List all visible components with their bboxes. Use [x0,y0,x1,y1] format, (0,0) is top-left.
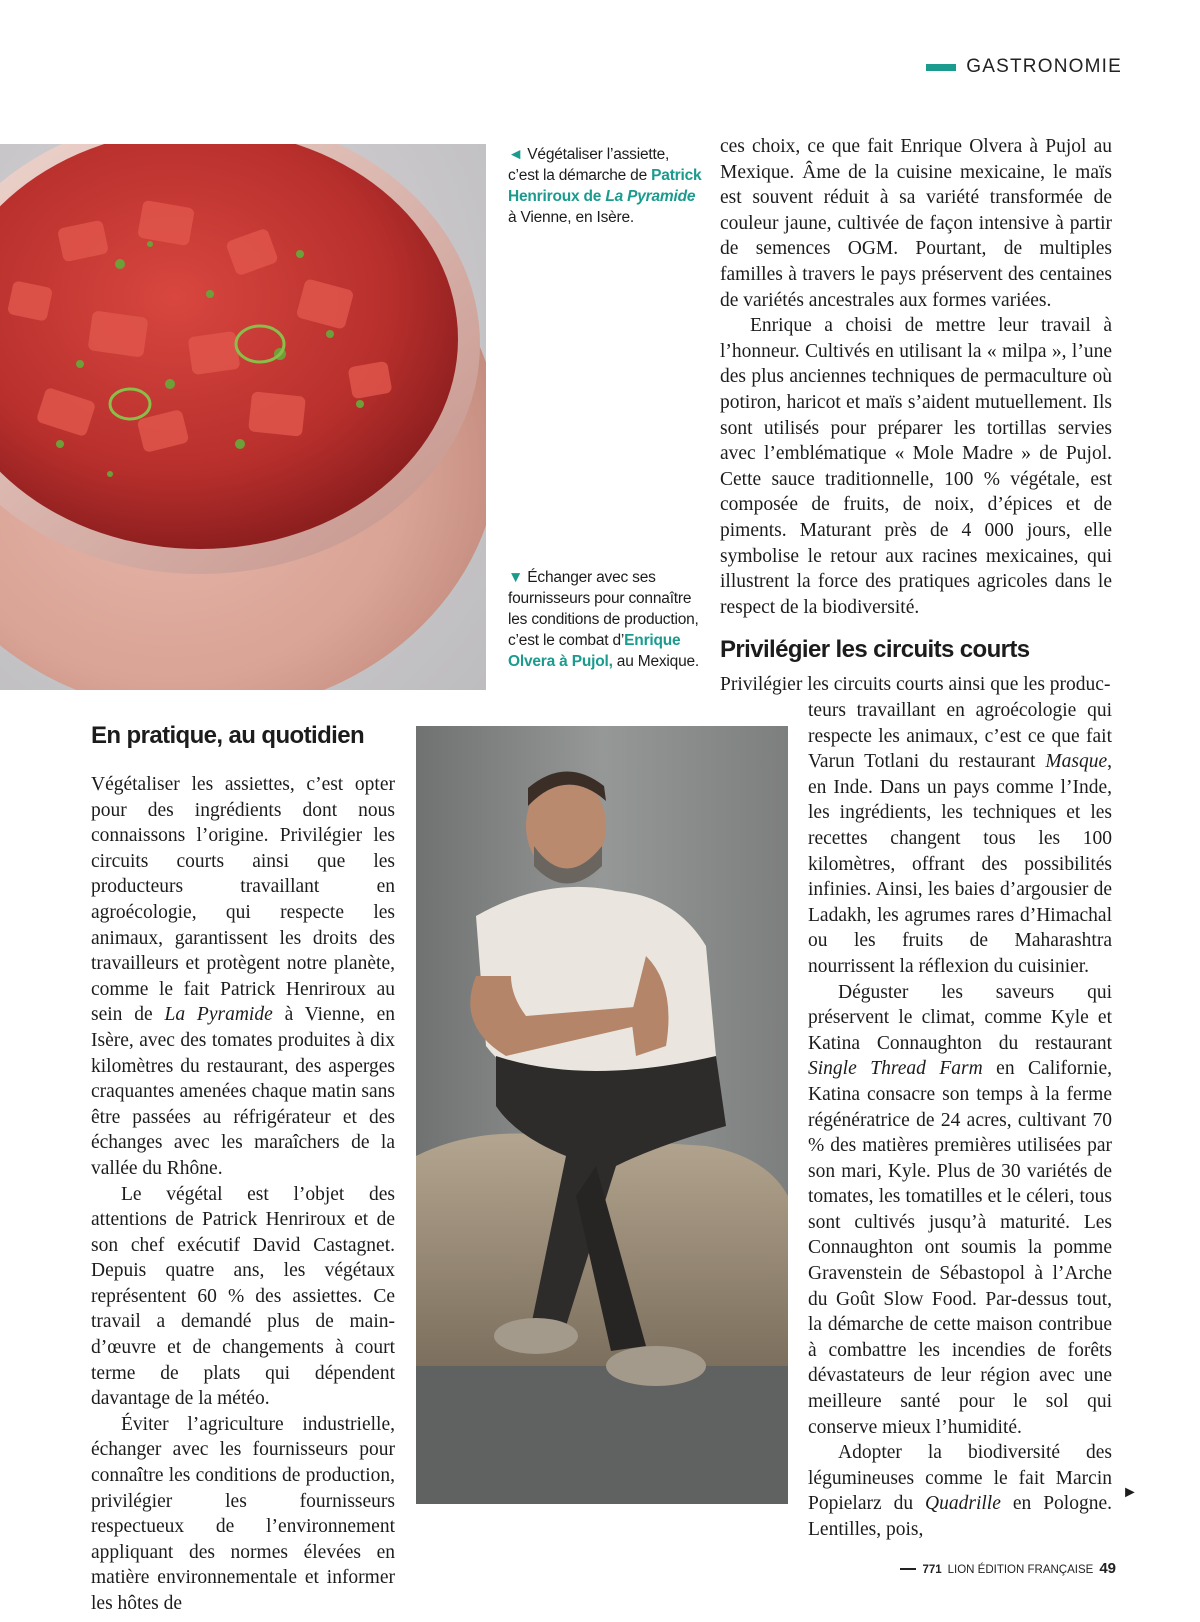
text: Adopter la biodiversité des légumineuses comme le fait Marcin Popielarz du [808,1442,1112,1515]
footer-dash [900,1568,916,1570]
text: en Pologne. Lentilles, pois, [808,1493,1112,1540]
paragraph: Enrique a choisi de mettre leur travail à l’honneur. Cultivés en utilisant la « milpa », l’une des plus anciennes techniques de permaculture où potiron, haricot et maïs s’aident mutuellement. Ils sont utilisés pour préparer les tortillas servies avec l’emblématique « Mole Madre » de Pujol. Cette sauce traditionnelle, 100 % végétale, est composée de fruits, de noix, d’épices et de piments. Maturant près de 4 000 jours, elle symbolise le retour aux racines mexicaines, qui illustrent la force des pratiques agricoles dans le respect de la biodiversité. [720,315,1112,618]
tomato-dish-illustration [0,144,486,690]
paragraph [808,698,1112,980]
caption-text: Échanger avec ses fournisseurs pour connaître les conditions de production, c’est le combat d’ [508,569,699,649]
caption-highlight: Enrique Olvera à Pujol, [508,632,681,670]
subheading-circuits-courts: Privilégier les circuits courts [720,636,1030,663]
text: à Vienne, en Isère, avec des tomates produites à dix kilomètres du restaurant, des asperges craquantes amenées chaque matin sans être passées au réfrigérateur et des échanges avec les maraîchers de la vallée du Rhône. [91,1004,395,1179]
text: teurs travaillant en agroécologie qui respecte les animaux, c’est ce que fait Varun Totlani du restaurant [808,700,1112,773]
left-column [91,772,395,1617]
section-label: GASTRONOMIE [966,56,1122,77]
paragraph: Le végétal est l’objet des attentions de Patrick Henriroux et de son chef exécutif David Castagnet. Depuis quatre ans, les végétaux représentent 60 % des assiettes. Ce travail a demandé plus de main-d’œuvre et de changements à court terme de plats qui dépendent davantage de la météo. [91,1183,395,1410]
photo-caption-2 [508,567,703,672]
caption-text-end: au Mexique. [612,653,700,670]
text: Végétaliser les assiettes, c’est opter pour des ingrédients dont nous connaissons l’origine. Privilégier les circuits courts ainsi que les producteurs travaillant en agroécologie, qui respecte les animaux, garantissent les droits des travailleurs et protègent notre planète, comme le fait Patrick Henriroux au sein de [91,774,395,1026]
restaurant-name: Quadrille [925,1493,1001,1515]
right-column-bottom [808,698,1112,1543]
section-accent-bar [926,64,956,71]
text: Déguster les saveurs qui préservent le climat, comme Kyle et Katina Connaughton du restaurant [808,981,1112,1054]
subheading-en-pratique: En pratique, au quotidien [91,722,365,749]
restaurant-name: Single Thread Farm [808,1058,983,1080]
caption-highlight-italic: La Pyramide [605,188,696,205]
chef-portrait-illustration [416,726,788,1504]
issue-number: 771 [922,1564,942,1576]
text: , en Inde. Dans un pays comme l’Inde, les ingrédients, les techniques et les recettes changent tous les 100 kilomètres, offrant des possibilités infinies. Ainsi, les baies d’argousier de Ladakh, les agrumes rares d’Himachal ou les fruits de Maharashtra nourrissent la réflexion du cuisinier. [808,751,1112,977]
caption-text: Végétaliser l’assiette, c’est la démarche de [508,146,670,184]
photo-caption-1 [508,144,703,228]
caption-text-end: à Vienne, en Isère. [508,209,635,226]
paragraph: ces choix, ce que fait Enrique Olvera à Pujol au Mexique. Âme de la cuisine mexicaine, le maïs est souvent réduit à sa variété transformée de couleur jaune, cultivée de façon intensive à partir de semences OGM. Pourtant, de multiples familles à travers le pays préservent des centaines de variétés ancestrales aux formes variées. [720,136,1112,311]
tomato-dish-photo [0,144,486,690]
caption-arrow-down-icon: ▼ [508,569,524,586]
paragraph [808,980,1112,1441]
paragraph [808,1440,1112,1542]
right-column-lead [720,672,1112,698]
text: en Californie, Katina consacre son temps à la ferme régénératrice de 24 acres, cultivant 70 % des matières premières utilisées par son mari, Kyle. Plus de 30 variétés de tomates, les tomatilles et le céleri, tous sont cultivés jusqu’à maturité. Les Connaughton ont soumis la pomme Gravenstein de Sébastopol à l’Arche du Goût Slow Food. Par-dessus tout, la démarche de cette maison contribue à combattre les incendies de forêts dévastateurs de leur région avec une meilleure santé pour le sol qui conserve mieux l’humidité. [808,1058,1112,1438]
restaurant-name: Masque [1045,751,1108,773]
right-column-top [720,134,1112,620]
paragraph [91,772,395,1182]
paragraph: Privilégier les circuits courts ainsi que les produc- [720,674,1111,695]
continue-arrow-icon: ► [1122,1484,1138,1501]
restaurant-name: La Pyramide [164,1004,273,1026]
page-number: 49 [1099,1560,1116,1577]
paragraph: Éviter l’agriculture industrielle, échanger avec les fournisseurs pour connaître les conditions de production, privilégier les fournisseurs respectueux de l’environnement appliquant des normes élevées en matière environnementale et informer les hôtes de [91,1413,395,1614]
page-footer [900,1560,1116,1577]
section-header [926,56,1122,78]
publication-name: LION ÉDITION FRANÇAISE [947,1564,1094,1576]
caption-arrow-left-icon: ◄ [508,146,524,163]
chef-portrait-photo [416,726,788,1504]
caption-highlight: Patrick Henriroux de [508,167,702,205]
